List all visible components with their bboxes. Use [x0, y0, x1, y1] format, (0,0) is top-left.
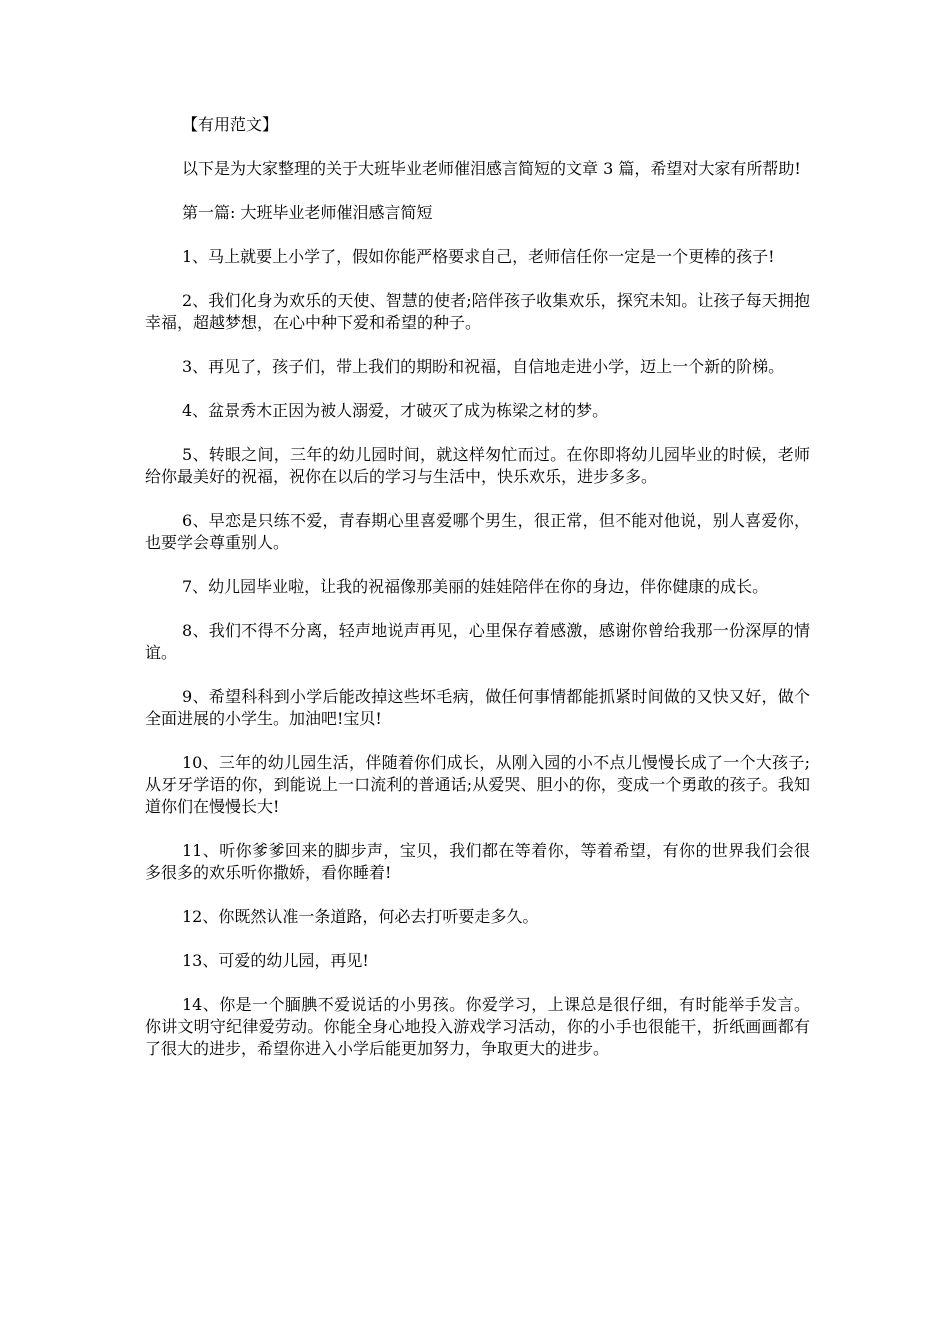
list-item: 6、早恋是只练不爱，青春期心里喜爱哪个男生，很正常，但不能对他说，别人喜爱你，也要学会尊重别人。 — [145, 511, 810, 552]
list-item: 14、你是一个腼腆不爱说话的小男孩。你爱学习，上课总是很仔细，有时能举手发言。你讲文明守纪律爱劳动。你能全身心地投入游戏学习活动，你的小手也很能干，折纸画画都有了很大的进步，希望你进入小学后能更加努力，争取更大的进步。 — [145, 995, 810, 1058]
document-page — [145, 114, 810, 1082]
list-item: 12、你既然认准一条道路，何必去打听要走多久。 — [182, 907, 539, 926]
list-item: 3、再见了，孩子们，带上我们的期盼和祝福，自信地走进小学，迈上一个新的阶梯。 — [182, 357, 785, 376]
list-item: 8、我们不得不分离，轻声地说声再见，心里保存着感激，感谢你曾给我那一份深厚的情谊。 — [145, 621, 810, 662]
list-item: 4、盆景秀木正因为被人溺爱，才破灭了成为栋梁之材的梦。 — [182, 401, 609, 420]
list-item: 10、三年的幼儿园生活，伴随着你们成长，从刚入园的小不点儿慢慢长成了一个大孩子;从牙牙学语的你，到能说上一口流利的普通话;从爱哭、胆小的你，变成一个勇敢的孩子。我知道你们在慢慢长大! — [145, 753, 810, 816]
list-item: 7、幼儿园毕业啦，让我的祝福像那美丽的娃娃陪伴在你的身边，伴你健康的成长。 — [182, 577, 769, 596]
list-item: 11、听你爹爹回来的脚步声，宝贝，我们都在等着你，等着希望，有你的世界我们会很多很多的欢乐听你撒娇，看你睡着! — [145, 841, 810, 882]
intro-paragraph: 以下是为大家整理的关于大班毕业老师催泪感言简短的文章 3 篇，希望对大家有所帮助! — [182, 159, 801, 178]
document-tag: 【有用范文】 — [182, 115, 279, 134]
list-item: 5、转眼之间，三年的幼儿园时间，就这样匆忙而过。在你即将幼儿园毕业的时候，老师给你最美好的祝福，祝你在以后的学习与生活中，快乐欢乐，进步多多。 — [145, 445, 810, 486]
list-item: 13、可爱的幼儿园，再见! — [182, 951, 369, 970]
list-item: 1、马上就要上小学了，假如你能严格要求自己，老师信任你一定是一个更棒的孩子! — [182, 247, 775, 266]
section-title: 第一篇: 大班毕业老师催泪感言简短 — [182, 203, 433, 222]
list-item: 2、我们化身为欢乐的天使、智慧的使者;陪伴孩子收集欢乐，探究未知。让孩子每天拥抱幸福，超越梦想，在心中种下爱和希望的种子。 — [145, 291, 810, 332]
list-item: 9、希望科科到小学后能改掉这些坏毛病，做任何事情都能抓紧时间做的又快又好，做个全面进展的小学生。加油吧!宝贝! — [145, 687, 810, 728]
